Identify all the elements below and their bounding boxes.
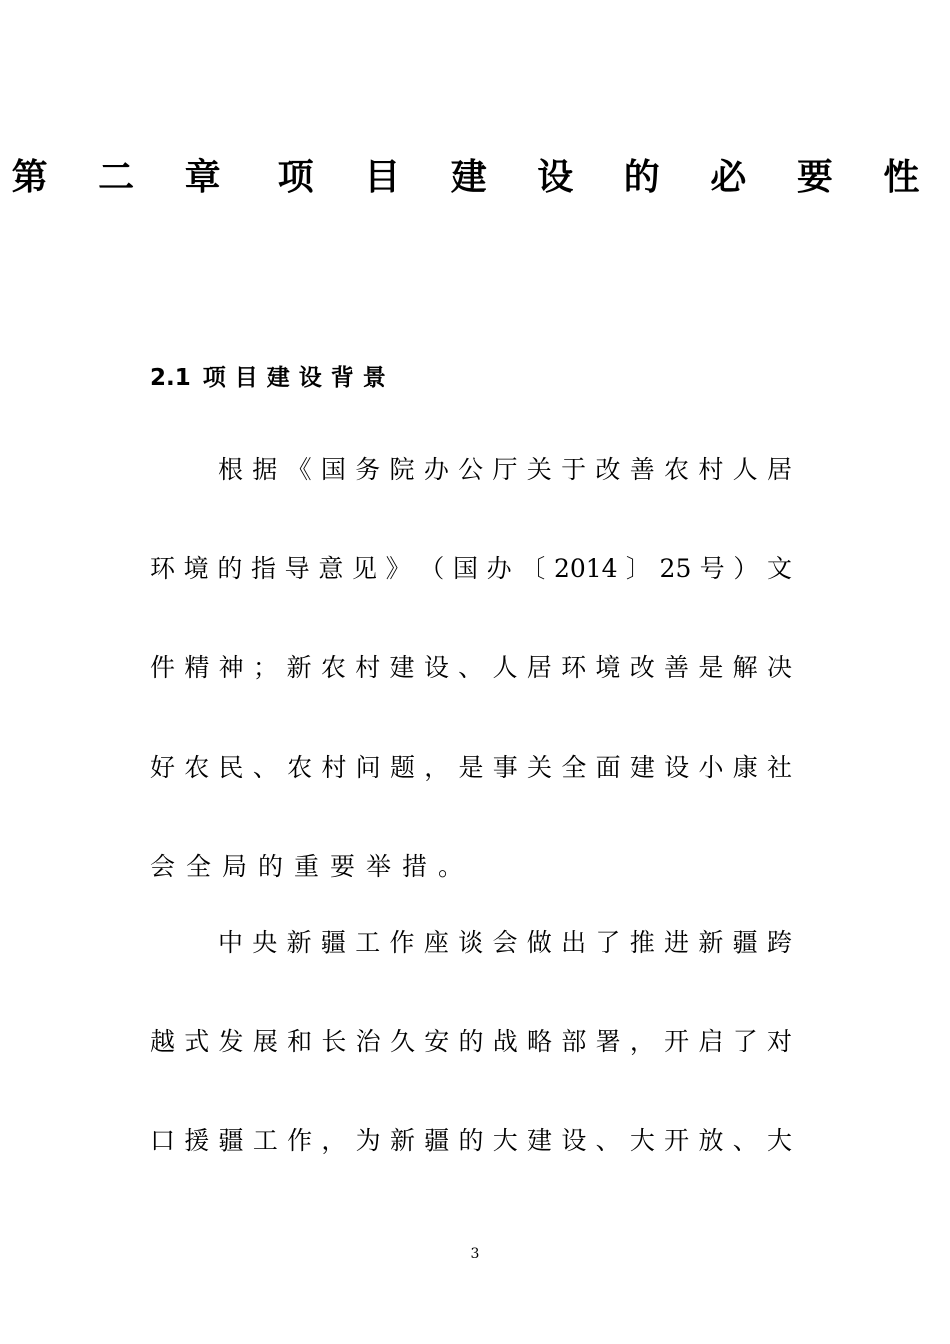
page-number: 3 bbox=[470, 1246, 480, 1262]
paragraph-line: 口 援 疆 工 作 ， 为 新 疆 的 大 建 设 、 大 开 放 、 大 bbox=[150, 1126, 792, 1155]
chapter-label: 第 二 章 bbox=[11, 157, 240, 198]
paragraph-line: 环 境 的 指 导 意 见 》 （ 国 办 〔 2014 〕 25 号 ） 文 bbox=[150, 554, 792, 583]
section-title: 项目建设背景 bbox=[202, 365, 395, 391]
section-number: 2.1 bbox=[150, 365, 191, 391]
paragraph-line: 好 农 民 、 农 村 问 题 ， 是 事 关 全 面 建 设 小 康 社 bbox=[150, 753, 792, 782]
paragraph-line: 越 式 发 展 和 长 治 久 安 的 战 略 部 署 ， 开 启 了 对 bbox=[150, 1027, 792, 1056]
paragraph-line: 件 精 神 ； 新 农 村 建 设 、 人 居 环 境 改 善 是 解 决 bbox=[150, 653, 792, 682]
chapter-title bbox=[0, 152, 950, 204]
paragraph-line: 中 央 新 疆 工 作 座 谈 会 做 出 了 推 进 新 疆 跨 bbox=[218, 928, 792, 957]
chapter-heading-text: 项 目 建 设 的 必 要 性 bbox=[277, 157, 939, 198]
paragraph-line: 会全局的重要举措。 bbox=[150, 852, 475, 881]
section-heading bbox=[150, 362, 395, 394]
paragraph-line: 根 据 《 国 务 院 办 公 厅 关 于 改 善 农 村 人 居 bbox=[218, 455, 792, 484]
